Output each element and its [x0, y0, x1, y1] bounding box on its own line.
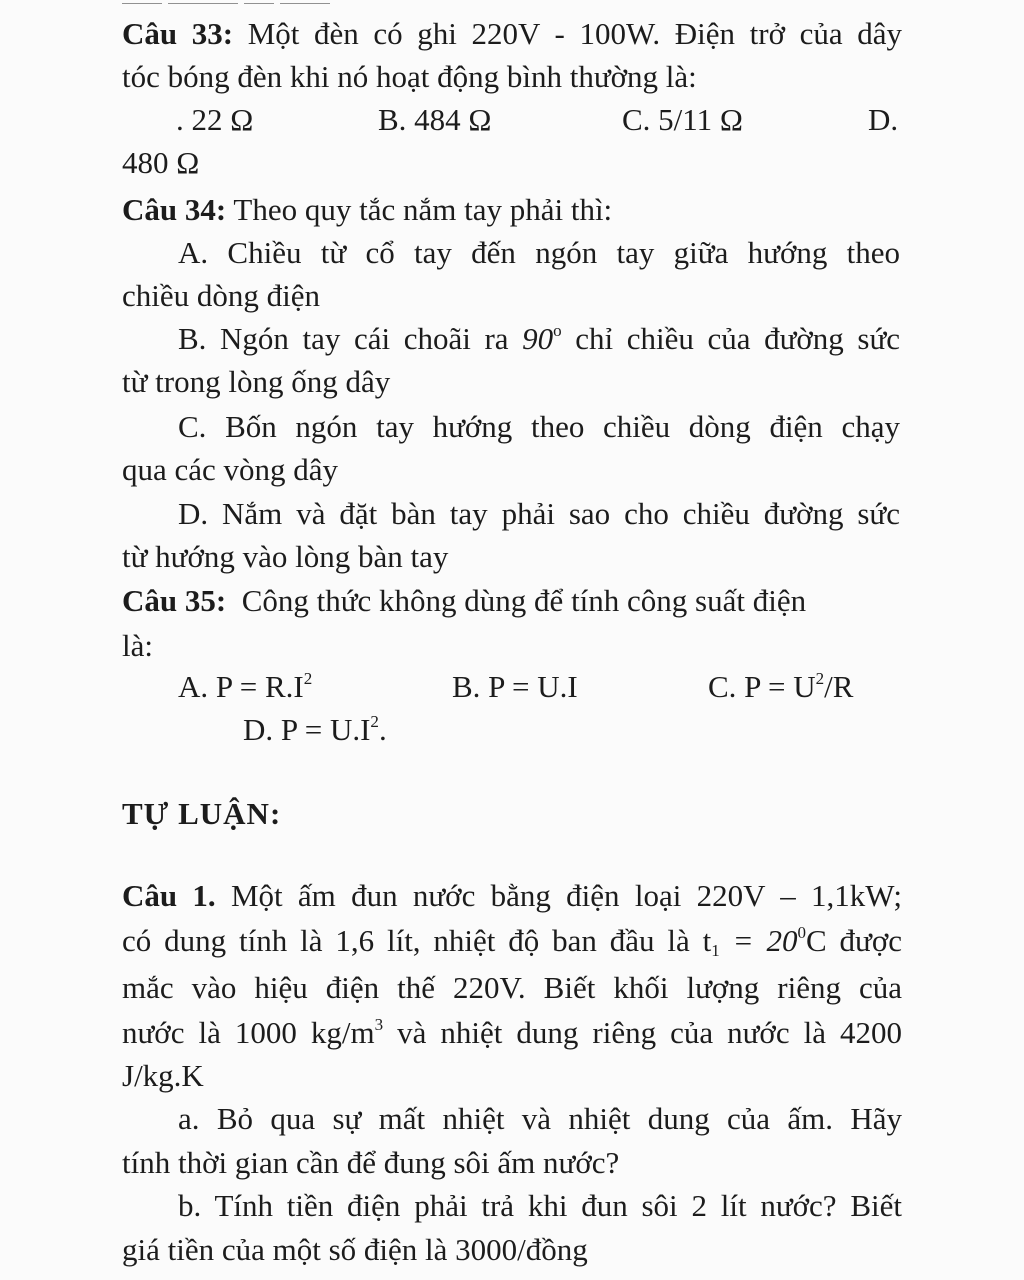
q35-option-c: C. $P = U^2/R$ [708, 669, 854, 704]
q33-option-d: D. [868, 102, 899, 137]
q35-label: Câu 35: [122, 583, 227, 618]
essay-q1a-line-1: a. Bỏ qua sự mất nhiệt và nhiệt dung của ấm. Hãy [178, 1101, 902, 1136]
q34-option-a-line-2: chiều dòng điện [122, 278, 321, 313]
essay-q1-line-2: có dung tính là 1,6 lít, nhiệt độ ban đầu là $t_1 = 20^0C$ được [122, 923, 903, 961]
essay-q1-line-5: J/kg.K [122, 1058, 204, 1093]
q33-line-2: tóc bóng đèn khi nó hoạt động bình thường là: [122, 59, 697, 94]
q34-option-d-line-2: từ hướng vào lòng bàn tay [122, 539, 449, 574]
q34-option-c-line-2: qua các vòng dây [122, 452, 339, 487]
q33-option-c: C. 5/11 Ω [622, 102, 743, 137]
q33-option-b: B. 484 Ω [378, 102, 492, 137]
essay-q1b-line-1: b. Tính tiền điện phải trả khi đun sôi 2 lít nước? Biết [178, 1188, 902, 1223]
q34-option-b-line-2: từ trong lòng ống dây [122, 364, 391, 399]
q35-line-2: là: [122, 628, 153, 663]
essay-q1b-line-2: giá tiền của một số điện là 3000/đồng [122, 1232, 588, 1267]
q34-option-c-line-1: C. Bốn ngón tay hướng theo chiều dòng điện chạy [178, 409, 900, 444]
q35-line-1: Câu 35: Công thức không dùng để tính công suất điện [122, 583, 807, 618]
q33-option-a: . 22 Ω [176, 102, 254, 137]
essay-q1a-line-2: tính thời gian cần để đung sôi ấm nước? [122, 1145, 620, 1180]
q35-option-b: B. P = U.I [452, 669, 578, 704]
cropped-text-bottom [122, 1272, 322, 1280]
q34-line-1: Câu 34: Theo quy tắc nắm tay phải thì: [122, 192, 613, 227]
essay-q1-line-1: Câu 1. Một ấm đun nước bằng điện loại 220V – 1,1kW; [122, 878, 902, 913]
q33-option-d-value: 480 Ω [122, 145, 200, 180]
essay-q1-label: Câu 1. [122, 878, 216, 913]
cropped-text-top [122, 0, 382, 4]
essay-q1-line-3: mắc vào hiệu điện thế 220V. Biết khối lượng riêng của [122, 970, 902, 1005]
q35-option-d: D. $P = U.I^2$. [243, 712, 387, 747]
q34-option-d-line-1: D. Nắm và đặt bàn tay phải sao cho chiều đường sức [178, 496, 900, 531]
essay-heading: TỰ LUẬN: [122, 796, 282, 831]
q35-option-a: A. $P = R.I^2$ [178, 669, 313, 704]
q34-option-a-line-1: A. Chiều từ cổ tay đến ngón tay giữa hướng theo [178, 235, 900, 270]
q33-line-1: Câu 33: Một đèn có ghi 220V - 100W. Điện trở của dây [122, 16, 902, 51]
q33-label: Câu 33: [122, 16, 234, 51]
q34-label: Câu 34: [122, 192, 227, 227]
q34-option-b-line-1: B. Ngón tay cái choãi ra 90$^o$ chỉ chiều của đường sức [178, 321, 901, 356]
essay-q1-line-4: nước là 1000 $kg/m^3$ và nhiệt dung riêng của nước là 4200 [122, 1015, 902, 1050]
